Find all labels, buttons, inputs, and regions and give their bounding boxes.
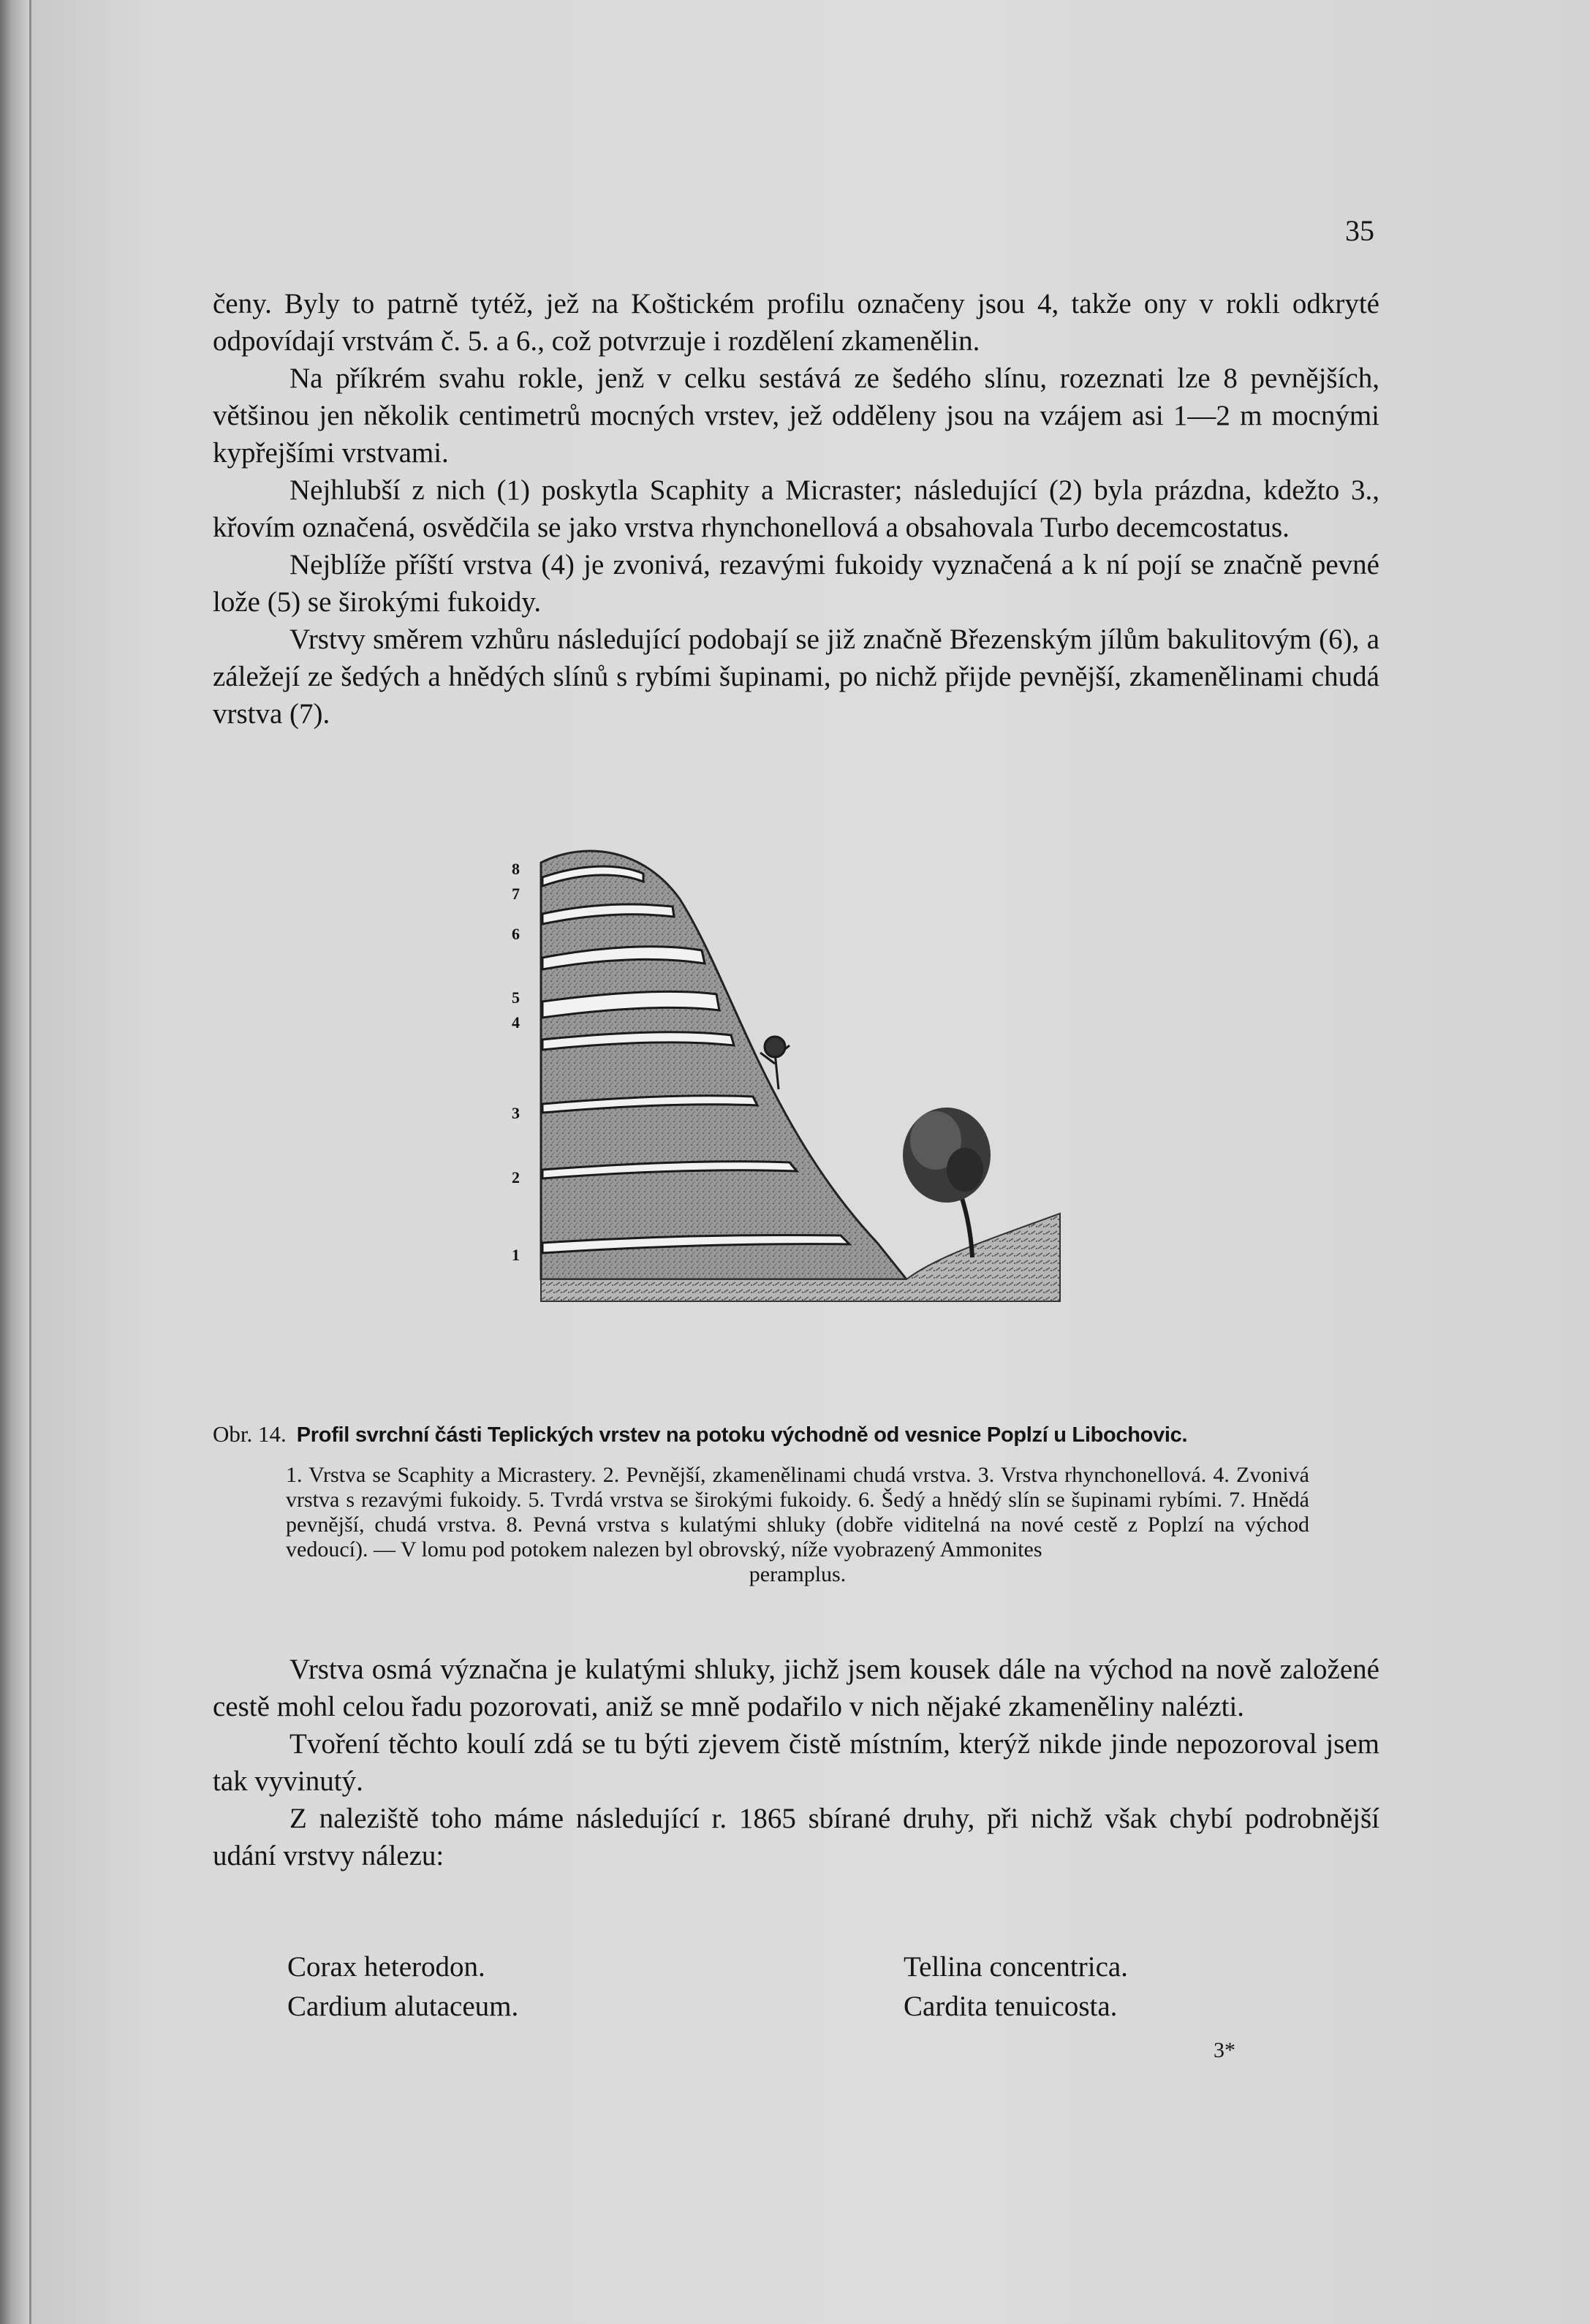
layer-label-6: 6 xyxy=(512,925,520,943)
page-number: 35 xyxy=(1345,214,1374,247)
layer-label-5: 5 xyxy=(512,988,520,1007)
caption-title: Profil svrchní části Teplických vrstev na potoku východně od vesnice Poplzí u Libochovic. xyxy=(296,1423,1188,1447)
geological-profile-illustration xyxy=(497,833,1097,1345)
caption-legend-text: 1. Vrstva se Scaphity a Micrastery. 2. Pevnější, zkamenělinami chudá vrstva. 3. Vrstva rhynchonellová. 4. Zvonivá vrstva s rezavými fukoidy. 5. Tvrdá vrstva se širokými fukoidy. 6. Šedý a hnědý slín se šupinami rybími. 7. Hnědá pevnější, chudá vrstva. 8. Pevná vrstva s kulatými shluky (dobře viditelná na nové cestě z Poplzí na východ vedoucí). — V lomu pod potokem nalezen byl obrovský, níže vyobrazený Ammonites xyxy=(286,1463,1309,1562)
layer-label-1: 1 xyxy=(512,1246,520,1264)
paragraph: Nejhlubší z nich (1) poskytla Scaphity a Micraster; následující (2) byla prázdna, kdežto 3., křovím označená, osvědčila se jako vrstva rhynchonellová a obsahovala Turbo decemcostatus. xyxy=(213,474,1379,543)
caption-legend-end: peramplus. xyxy=(749,1562,847,1586)
species-item: Corax heterodon. xyxy=(287,1951,485,1983)
profile-figure xyxy=(497,833,1097,1345)
bottom-text-block xyxy=(213,1651,1379,1874)
paragraph: čeny. Byly to patrně tytéž, jež na Koštickém profilu označeny jsou 4, takže ony v rokli odkryté odpovídají vrstvám č. 5. a 6., což potvrzuje i rozdělení zkamenělin. xyxy=(213,288,1379,357)
paragraph: Z naleziště toho máme následující r. 1865 sbírané druhy, při nichž však chybí podrobnější udání vrstvy nálezu: xyxy=(213,1803,1379,1871)
paragraph: Tvoření těchto koulí zdá se tu býti zjevem čistě místním, kterýž nikde jinde nepozoroval jsem tak vyvinutý. xyxy=(213,1728,1379,1797)
species-item: Cardium alutaceum. xyxy=(287,1991,519,2022)
species-item: Cardita tenuicosta. xyxy=(904,1991,1118,2022)
caption-title-line xyxy=(213,1420,1379,1450)
species-column-right xyxy=(904,1948,1128,2026)
tree-icon xyxy=(903,1108,991,1257)
figure-caption xyxy=(213,1420,1379,1587)
layer-label-2: 2 xyxy=(512,1168,520,1186)
signature-mark: 3* xyxy=(1214,2038,1235,2062)
top-text-block xyxy=(213,285,1379,733)
paragraph: Nejblíže příští vrstva (4) je zvonivá, rezavými fukoidy vyznačená a k ní pojí se značně pevné lože (5) se širokými fukoidy. xyxy=(213,549,1379,618)
paragraph: Vrstvy směrem vzhůru následující podobají se již značně Březenským jílům bakulitovým (6), a záležejí ze šedých a hnědých slínů s rybími šupinami, po nichž přijde pevnější, zkamenělinami chudá vrstva (7). xyxy=(213,624,1379,730)
species-item: Tellina concentrica. xyxy=(904,1951,1128,1983)
paragraph: Na příkrém svahu rokle, jenž v celku sestává ze šedého slínu, rozeznati lze 8 pevnějších, většinou jen několik centimetrů mocných vrstev, jež odděleny jsou na vzájem asi 1—2 m mocnými kypřejšími vrstvami. xyxy=(213,363,1379,469)
layer-label-8: 8 xyxy=(512,860,520,878)
layer-label-7: 7 xyxy=(512,885,520,903)
caption-legend xyxy=(286,1463,1309,1587)
paragraph: Vrstva osmá význačna je kulatými shluky, jichž jsem kousek dále na východ na nově založené cestě mohl celou řadu pozorovati, aniž se mně podařilo v nich nějaké zkameněliny nalézti. xyxy=(213,1654,1379,1722)
species-column-left xyxy=(287,1948,518,2026)
book-gutter-edge xyxy=(0,0,29,2324)
layer-label-4: 4 xyxy=(512,1013,520,1032)
layer-label-3: 3 xyxy=(512,1104,520,1122)
caption-label: Obr. 14. xyxy=(213,1421,287,1447)
